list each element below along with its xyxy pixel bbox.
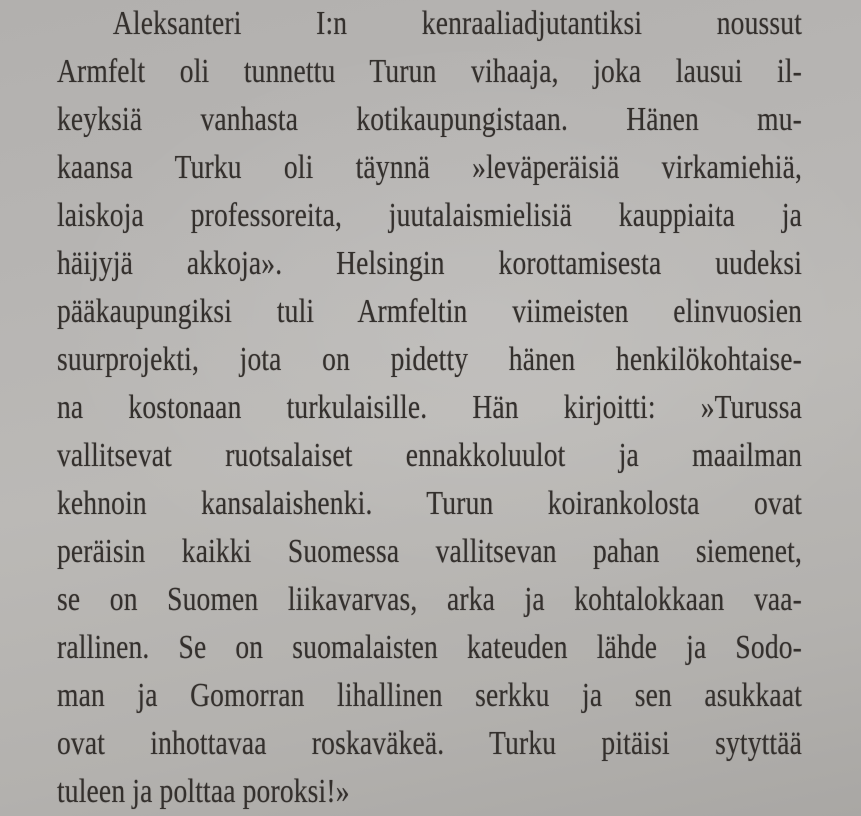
text-line: se on Suomen liikavarvas, arka ja kohtalokkaan vaa- bbox=[57, 581, 803, 618]
text-line: na kostonaan turkulaisille. Hän kirjoitti: »Turussa bbox=[57, 389, 803, 426]
text-line: suurprojekti, jota on pidetty hänen henkilökohtaise- bbox=[57, 341, 803, 378]
text-line: tuleen ja polttaa poroksi!» bbox=[57, 773, 350, 810]
text-line: pääkaupungiksi tuli Armfeltin viimeisten elinvuosien bbox=[57, 293, 803, 330]
text-line: kehnoin kansalaishenki. Turun koirankolosta ovat bbox=[57, 485, 803, 522]
text-line: ovat inhottavaa roskaväkeä. Turku pitäisi sytyttää bbox=[57, 725, 803, 762]
text-line: man ja Gomorran lihallinen serkku ja sen asukkaat bbox=[57, 677, 803, 714]
text-line: Aleksanteri I:n kenraaliadjutantiksi noussut bbox=[112, 5, 803, 42]
text-line: peräisin kaikki Suomessa vallitsevan pahan siemenet, bbox=[57, 533, 803, 570]
text-line: kaansa Turku oli täynnä »leväperäisiä virkamiehiä, bbox=[57, 149, 803, 186]
paragraph bbox=[57, 0, 802, 816]
text-line: häijyjä akkoja». Helsingin korottamisesta uudeksi bbox=[57, 245, 803, 282]
text-line: rallinen. Se on suomalaisten kateuden lähde ja Sodo- bbox=[57, 629, 803, 666]
text-line: Armfelt oli tunnettu Turun vihaaja, joka lausui il- bbox=[57, 53, 803, 90]
text-line: laiskoja professoreita, juutalaismielisiä kauppiaita ja bbox=[57, 197, 803, 234]
text-line: vallitsevat ruotsalaiset ennakkoluulot ja maailman bbox=[57, 437, 803, 474]
text-line: keyksiä vanhasta kotikaupungistaan. Hänen mu- bbox=[57, 101, 803, 138]
